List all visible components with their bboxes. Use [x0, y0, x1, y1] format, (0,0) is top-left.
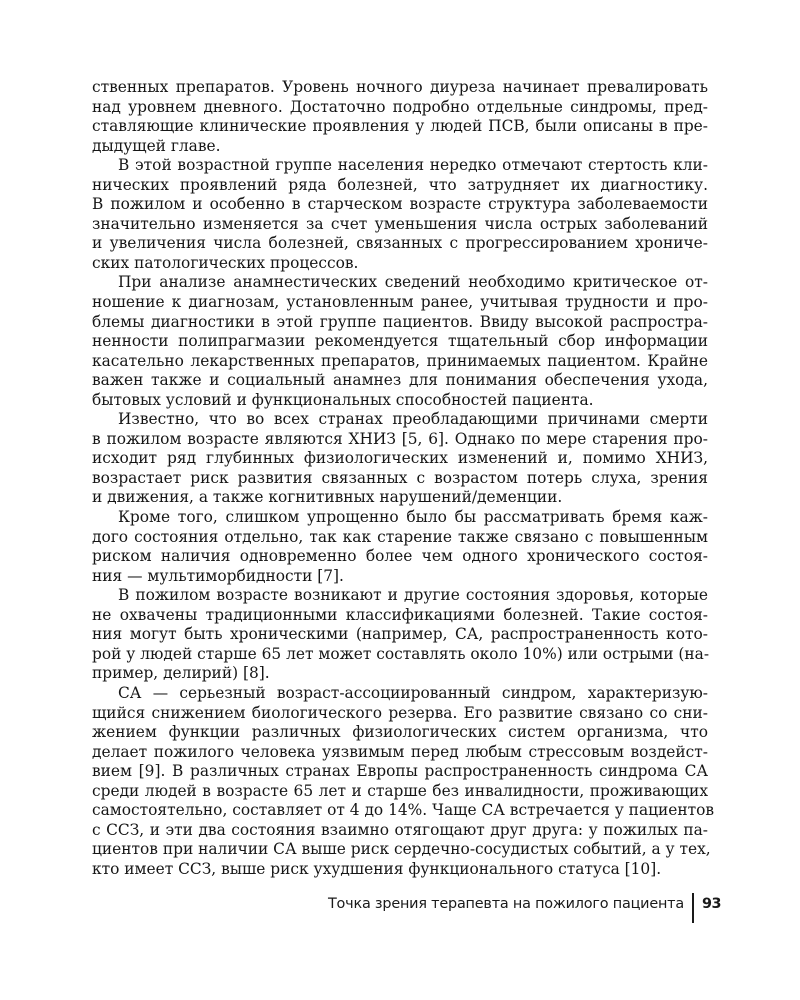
paragraph	[92, 683, 715, 879]
text-line: нических проявлений ряда болезней, что затрудняет их диагностику.	[92, 175, 708, 194]
text-line: щийся снижением биологического резерва. Его развитие связано со сни-	[92, 703, 708, 722]
paragraph	[92, 156, 708, 273]
text-line: При анализе анамнестических сведений необходимо критическое от-	[118, 273, 708, 292]
text-line: важен также и социальный анамнез для понимания обеспечения ухода,	[92, 371, 708, 390]
text-line: и движения, а также когнитивных нарушений/деменции.	[92, 488, 563, 507]
text-line: не охвачены традиционными классификациями болезней. Такие состоя-	[92, 605, 708, 624]
footer-divider	[692, 893, 694, 923]
text-line: Известно, что во всех странах преобладающими причинами смерти	[118, 410, 708, 429]
page-footer	[0, 893, 800, 923]
text-line: риском наличия одновременно более чем одного хронического состоя-	[92, 547, 708, 566]
text-line: делает пожилого человека уязвимым перед любым стрессовым воздейст-	[92, 742, 708, 761]
body-text	[92, 78, 715, 879]
paragraph	[92, 273, 708, 410]
text-line: над уровнем дневного. Достаточно подробно отдельные синдромы, пред-	[92, 97, 708, 116]
text-line: касательно лекарственных препаратов, принимаемых пациентом. Крайне	[92, 351, 708, 370]
page-number: 93	[702, 896, 722, 912]
text-line: В пожилом возрасте возникают и другие состояния здоровья, которые	[118, 586, 708, 605]
paragraph	[92, 508, 708, 586]
text-line: в пожилом возрасте являются ХНИЗ [5, 6]. Однако по мере старения про-	[92, 429, 708, 448]
text-line: исходит ряд глубинных физиологических изменений и, помимо ХНИЗ,	[92, 449, 708, 468]
text-line: ненности полипрагмазии рекомендуется тщательный сбор информации	[92, 332, 708, 351]
text-line: среди людей в возрасте 65 лет и старше без инвалидности, проживающих	[92, 781, 708, 800]
text-line: дого состояния отдельно, так как старение также связано с повышенным	[92, 527, 708, 546]
text-line: ношение к диагнозам, установленным ранее, учитывая трудности и про-	[92, 293, 708, 312]
text-line: дыдущей главе.	[92, 136, 221, 155]
text-line: В пожилом и особенно в старческом возрасте структура заболеваемости	[92, 195, 708, 214]
text-line: ния могут быть хроническими (например, СА, распространенность кото-	[92, 625, 708, 644]
text-line: блемы диагностики в этой группе пациентов. Ввиду высокой распростра-	[92, 312, 708, 331]
text-line: пример, делирий) [8].	[92, 664, 270, 683]
text-line: бытовых условий и функциональных способностей пациента.	[92, 390, 594, 409]
text-line: В этой возрастной группе населения нередко отмечают стертость кли-	[118, 156, 708, 175]
text-line: с ССЗ, и эти два состояния взаимно отягощают друг друга: у пожилых па-	[92, 820, 708, 839]
text-line: ских патологических процессов.	[92, 253, 359, 272]
text-line: ственных препаратов. Уровень ночного диуреза начинает превалировать	[92, 78, 708, 96]
text-line: и увеличения числа болезней, связанных с прогрессированием хрониче-	[92, 234, 708, 253]
text-line: кто имеет ССЗ, выше риск ухудшения функционального статуса [10].	[92, 859, 662, 878]
running-title: Точка зрения терапевта на пожилого пациента	[327, 896, 684, 912]
text-line: жением функции различных физиологических систем организма, что	[92, 723, 708, 742]
text-line: значительно изменяется за счет уменьшения числа острых заболеваний	[92, 214, 708, 233]
text-line: циентов при наличии СА выше риск сердечно-сосудистых событий, а у тех,	[92, 840, 711, 859]
text-line: СА — серьезный возраст-ассоциированный синдром, характеризую-	[118, 683, 708, 702]
text-line: возрастает риск развития связанных с возрастом потерь слуха, зрения	[92, 468, 708, 487]
text-line: вием [9]. В различных странах Европы распространенность синдрома СА	[92, 762, 708, 781]
text-line: ния — мультиморбидности [7].	[92, 566, 344, 585]
text-line: ставляющие клинические проявления у людей ПСВ, были описаны в пре-	[92, 117, 708, 136]
paragraph	[92, 410, 708, 508]
paragraph	[92, 78, 708, 156]
text-line: самостоятельно, составляет от 4 до 14%. Чаще СА встречается у пациентов	[92, 801, 715, 820]
text-line: рой у людей старше 65 лет может составлять около 10%) или острыми (на-	[92, 644, 710, 663]
text-line: Кроме того, слишком упрощенно было бы рассматривать бремя каж-	[118, 508, 708, 527]
paragraph	[92, 586, 708, 684]
